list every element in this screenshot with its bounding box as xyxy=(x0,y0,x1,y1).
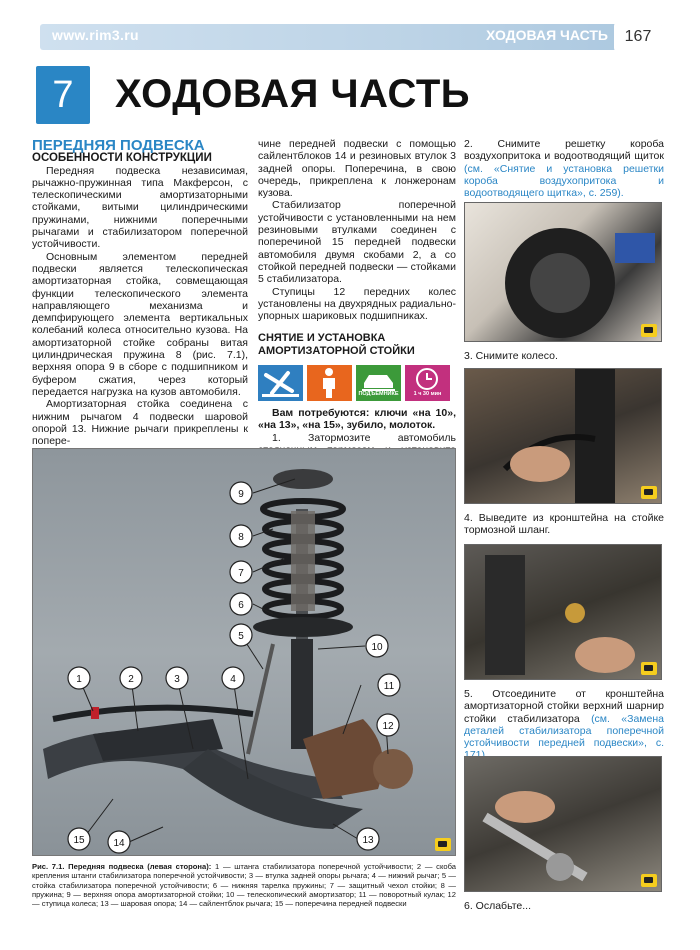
camera-badge-icon xyxy=(641,874,657,887)
step-6: 6. Ослабьте... xyxy=(464,900,532,912)
paragraph: Стабилизатор поперечной устойчивости с установленными на нем резиновыми втулками соединен с поперечиной 15 передней подвески автомобиля двумя скобами 2, а со стойкой передней подвески — стойками 5 стабилизатора. xyxy=(258,199,456,286)
section-subtitle: ОСОБЕННОСТИ КОНСТРУКЦИИ xyxy=(32,152,212,165)
callout-10 xyxy=(366,635,388,657)
svg-text:7: 7 xyxy=(238,568,244,579)
callout-3 xyxy=(166,667,188,689)
svg-text:5: 5 xyxy=(238,631,244,642)
caption-title: Рис. 7.1. Передняя подвеска (левая сторона): xyxy=(32,862,212,871)
camera-badge-icon xyxy=(641,486,657,499)
time-caption: 1 ч 30 мин xyxy=(413,390,442,397)
step-3: 3. Снимите колесо. xyxy=(464,350,558,362)
svg-text:9: 9 xyxy=(238,489,244,500)
figure-caption xyxy=(32,862,456,908)
callout-6 xyxy=(230,593,252,615)
svg-text:3: 3 xyxy=(174,674,180,685)
camera-badge-icon xyxy=(641,324,657,337)
caption-body: 1 — штанга стабилизатора поперечной устойчивости; 2 — скоба крепления штанги стабилизатора поперечной устойчивости; 3 — втулка задней опоры рычага; 4 — нижний рычаг; 5 — стойка стабилизатора поперечной устойчивости; 6 — нижняя тарелка пружины; 7 — защитный чехол стойки; 8 — пружина; 9 — верхняя опора амортизаторной стойки; 10 — телескопический амортизатор; 11 — поворотный кулак; 12 — ступица колеса; 13 — шаровая опора; 14 — сайлентблок рычага; 15 — поперечина передней подвески xyxy=(32,862,456,909)
callout-7 xyxy=(230,561,252,583)
callout-12 xyxy=(377,714,399,736)
camera-badge-icon xyxy=(641,662,657,675)
page-number: 167 xyxy=(614,22,662,52)
callout-15 xyxy=(68,828,90,850)
svg-text:13: 13 xyxy=(362,835,374,846)
callout-14 xyxy=(108,831,130,853)
callout-5 xyxy=(230,624,252,646)
svg-text:15: 15 xyxy=(73,835,85,846)
svg-text:4: 4 xyxy=(230,674,236,685)
callout-4 xyxy=(222,667,244,689)
tools-icon xyxy=(258,365,303,401)
callout-13 xyxy=(357,828,379,850)
person-icon xyxy=(307,365,352,401)
tools-required: Вам потребуются: ключи «на 10», «на 13», «на 15», зубило, молоток. xyxy=(258,407,456,432)
callout-11 xyxy=(378,674,400,696)
step-4: 4. Выведите из кронштейна на стойке тормозной шланг. xyxy=(464,512,664,537)
step-5 xyxy=(464,688,664,762)
section-title: ПЕРЕДНЯЯ ПОДВЕСКА xyxy=(32,137,205,154)
callout-1 xyxy=(68,667,90,689)
text-column-2 xyxy=(258,138,456,481)
svg-text:11: 11 xyxy=(383,681,395,692)
running-title: ХОДОВАЯ ЧАСТЬ xyxy=(486,27,608,43)
paragraph: Амортизаторная стойка соединена с нижним рычагом 4 подвески шаровой опорой 13. Нижние рычаги прикреплены к попере- xyxy=(32,398,248,448)
step-2 xyxy=(464,138,664,199)
difficulty-icons xyxy=(258,365,456,401)
step-5-text: 5. Отсоедините от кронштейна амортизаторной стойки верхний шарнир стойки стабилизатора xyxy=(464,688,664,725)
lift-caption: НА ПОДЪЕМНИКЕ xyxy=(358,378,399,397)
callout-9 xyxy=(230,482,252,504)
site-url[interactable]: www.rim3.ru xyxy=(52,27,139,43)
svg-text:6: 6 xyxy=(238,600,244,611)
procedure-heading: СНЯТИЕ И УСТАНОВКА АМОРТИЗАТОРНОЙ СТОЙКИ xyxy=(258,332,415,357)
step-5-link[interactable]: (см. «Замена деталей стабилизатора поперечной устойчивости передней подвески», с. xyxy=(464,712,664,750)
chapter-number-badge: 7 xyxy=(36,66,90,124)
step-2-link[interactable]: (см. «Снятие и установка решетки короба воздухопритока и водоотводящего щитка», с. 259). xyxy=(464,162,664,200)
step-1: 1. Затормозите автомобиль xyxy=(272,431,456,444)
paragraph: Передняя подвеска независимая, рычажно-пружинная типа Макферсон, с телескопическими амортизаторными стойками, витыми цилиндрическими пружинами, нижними поперечными рычагами и стабилизатором поперечной устойчивости. xyxy=(32,164,248,251)
clock-icon xyxy=(405,365,450,401)
svg-text:1: 1 xyxy=(76,674,82,685)
chapter-title: ХОДОВАЯ ЧАСТЬ xyxy=(115,72,471,116)
svg-text:8: 8 xyxy=(238,532,244,543)
paragraph: Ступицы 12 передних колес установлены на двухрядных радиально-упорных шариковых подшипниках. xyxy=(258,285,456,323)
photo-brake-hose xyxy=(464,368,662,504)
car-lift-icon xyxy=(356,365,401,401)
paragraph: Основным элементом передней подвески является телескопическая амортизаторная стойка, совмещающая функции телескопического элемента направляющего механизма и демпфирующего элемента вертикальных колебаний колеса относительно кузова. На амортизаторной стойке собраны витая цилиндрическая пружина 8 (рис. 7.1), верхняя опора 9 в сборе с подшипником и буфером сжатия, через который передается нагрузка на кузов автомобиля. xyxy=(32,250,248,398)
camera-badge-icon xyxy=(435,838,451,851)
paragraph: чине передней подвески с помощью сайлентблоков 14 и резиновых втулок 3 задней опоры. Поперечина, в свою очередь, прикреплена к лонжеронам кузова. xyxy=(258,138,456,200)
photo-stabilizer-link xyxy=(464,544,662,680)
suspension-figure xyxy=(32,448,456,856)
photo-loosen xyxy=(464,756,662,892)
svg-text:10: 10 xyxy=(371,642,383,653)
step-2-text: 2. Снимите решетку короба воздухопритока и водоотводящий щиток xyxy=(464,138,664,163)
callout-2 xyxy=(120,667,142,689)
callout-8 xyxy=(230,525,252,547)
suspension-illustration xyxy=(33,449,457,857)
text-column-1 xyxy=(32,137,248,448)
svg-text:14: 14 xyxy=(113,838,125,849)
svg-text:12: 12 xyxy=(382,721,394,732)
photo-wheel xyxy=(464,202,662,342)
svg-text:2: 2 xyxy=(128,674,134,685)
